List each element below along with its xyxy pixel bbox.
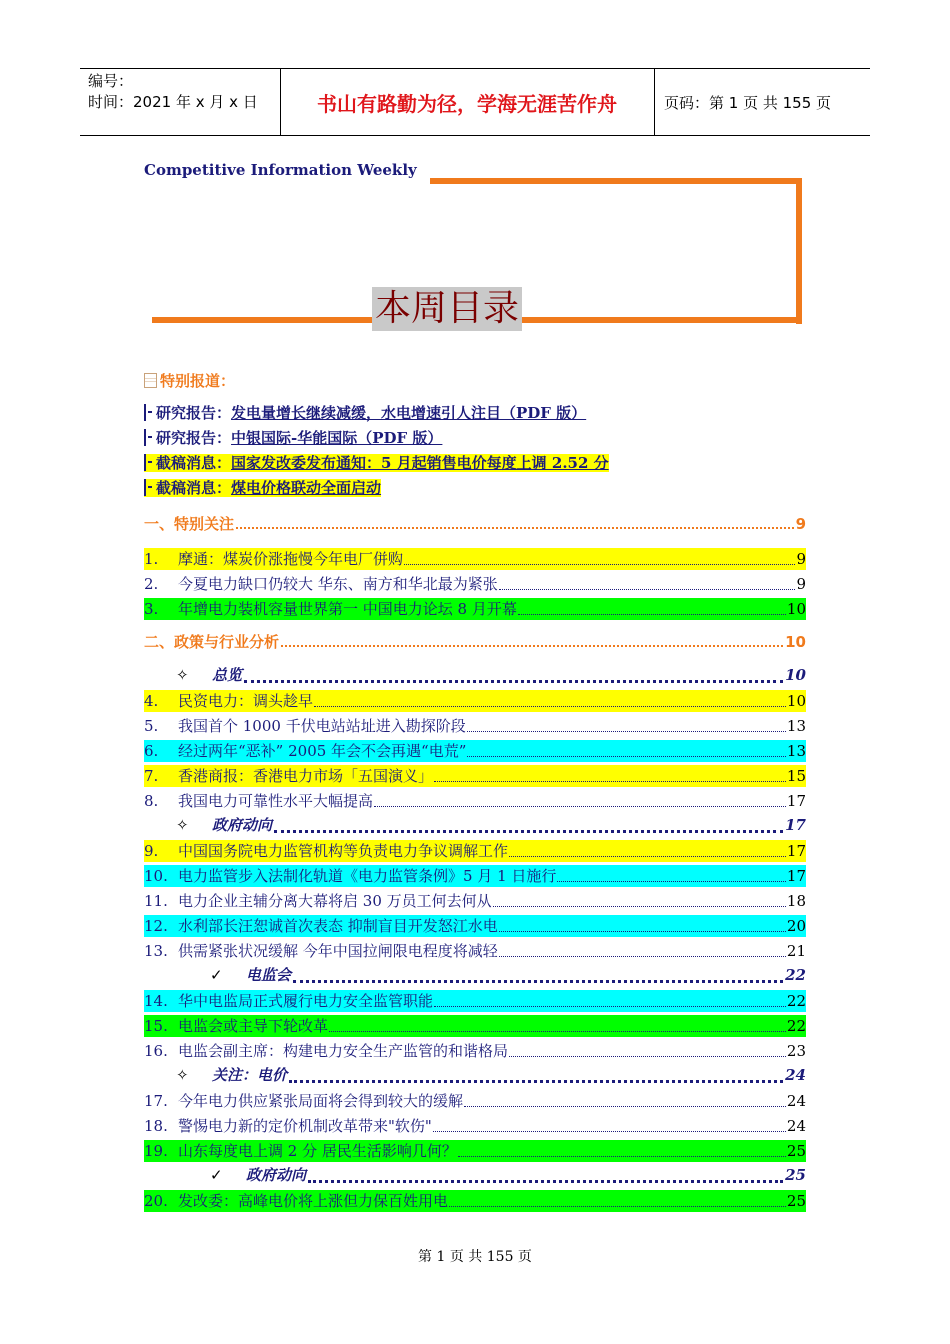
decorative-frame-top xyxy=(430,178,802,184)
subheading-page: 22 xyxy=(785,966,806,984)
entry-title: 发改委：高峰电价将上涨但力保百姓用电 xyxy=(178,1192,449,1210)
entry-title: 中国国务院电力监管机构等负责电力争议调解工作 xyxy=(178,842,509,860)
toc-entry[interactable] xyxy=(144,1189,806,1214)
subheading-page: 25 xyxy=(785,1166,806,1184)
entry-title: 警惕电力新的定价机制改革带来"软伤" xyxy=(178,1117,432,1135)
entry-page: 17 xyxy=(786,867,806,885)
toc-subheading[interactable] xyxy=(144,1164,806,1189)
entry-page: 18 xyxy=(786,892,806,910)
time-label: 时间：2021 年 x 月 x 日 xyxy=(88,93,258,111)
leader-dots xyxy=(274,814,783,833)
section-title: 一、特别关注 xyxy=(144,515,235,533)
leader-dots xyxy=(433,1115,786,1132)
toc-subheading[interactable] xyxy=(144,1064,806,1089)
entry-number: 6. xyxy=(144,742,159,760)
toc-entry[interactable] xyxy=(144,764,806,789)
header-page-info: 页码：第 1 页 共 155 页 xyxy=(664,93,832,112)
entry-title: 今年电力供应紧张局面将会得到较大的缓解 xyxy=(178,1092,464,1110)
weekly-title: Competitive Information Weekly xyxy=(144,161,417,179)
entry-number: 19. xyxy=(144,1142,168,1160)
entry-title: 我国电力可靠性水平大幅提高 xyxy=(178,792,374,810)
leader-dots xyxy=(244,664,783,683)
entry-number: 17. xyxy=(144,1092,168,1110)
toc-entry[interactable] xyxy=(144,1014,806,1039)
entry-page: 22 xyxy=(786,992,806,1010)
leader-dots xyxy=(308,1164,783,1183)
toc-entry[interactable] xyxy=(144,889,806,914)
document-icon xyxy=(144,373,157,388)
header-motto: 书山有路勤为径，学海无涯苦作舟 xyxy=(317,91,617,116)
toc-entry[interactable] xyxy=(144,1039,806,1064)
entry-title: 年增电力装机容量世界第一 中国电力论坛 8 月开幕 xyxy=(178,600,517,618)
report-prefix: 研究报告： xyxy=(156,429,232,447)
leader-dots xyxy=(467,715,786,732)
leader-dots xyxy=(499,940,786,957)
diamond-bullet-icon: ✧ xyxy=(176,1066,189,1084)
special-heading xyxy=(144,370,235,391)
leader-dots xyxy=(557,865,786,882)
leader-dots xyxy=(493,890,786,907)
entry-title: 水利部长汪恕诚首次表态 抑制盲目开发怒江水电 xyxy=(178,917,498,935)
leader-dots xyxy=(281,631,783,647)
section-title: 二、政策与行业分析 xyxy=(144,633,280,651)
toc-subheading[interactable] xyxy=(144,964,806,989)
leader-dots xyxy=(499,573,796,590)
subheading-page: 24 xyxy=(785,1066,806,1084)
checkmark-bullet-icon: ✓ xyxy=(210,966,223,984)
entry-title: 供需紧张状况缓解 今年中国拉闸限电程度将减轻 xyxy=(178,942,498,960)
subheading-title: 政府动向 xyxy=(246,1166,307,1184)
toc-subheading[interactable] xyxy=(144,814,806,839)
entry-page: 17 xyxy=(786,842,806,860)
toc-section-heading[interactable] xyxy=(144,513,806,535)
checkmark-bullet-icon: ✓ xyxy=(210,1166,223,1184)
entry-title: 电监会副主席：构建电力安全生产监管的和谐格局 xyxy=(178,1042,509,1060)
toc-entry[interactable] xyxy=(144,597,806,622)
entry-number: 2. xyxy=(144,575,159,593)
toc-entry[interactable] xyxy=(144,547,806,572)
entry-title: 民资电力：调头趁早 xyxy=(178,692,314,710)
entry-title: 电力监管步入法制化轨道《电力监管条例》5 月 1 日施行 xyxy=(178,867,557,885)
toc-entry[interactable] xyxy=(144,839,806,864)
report-prefix: 研究报告： xyxy=(156,404,232,422)
leader-dots xyxy=(289,1064,783,1083)
entry-title: 电力企业主辅分离大幕将启 30 万员工何去何从 xyxy=(178,892,492,910)
toc-section-heading[interactable] xyxy=(144,631,806,653)
toc-entry[interactable] xyxy=(144,572,806,597)
entry-title: 香港商报：香港电力市场「五国演义」 xyxy=(178,767,434,785)
report-link-text[interactable]: 国家发改委发布通知：5 月起销售电价每度上调 2.52 分 xyxy=(231,454,609,472)
toc-entry[interactable] xyxy=(144,789,806,814)
entry-page: 13 xyxy=(786,742,806,760)
special-reports-list xyxy=(144,403,824,503)
entry-page: 21 xyxy=(786,942,806,960)
toc-entry[interactable] xyxy=(144,914,806,939)
leader-dots xyxy=(404,548,795,565)
leader-dots xyxy=(467,740,786,757)
subheading-page: 10 xyxy=(785,666,806,684)
entry-title: 今夏电力缺口仍较大 华东、南方和华北最为紧张 xyxy=(178,575,498,593)
toc-entry[interactable] xyxy=(144,864,806,889)
report-link[interactable] xyxy=(144,453,824,478)
entry-title: 山东每度电上调 2 分 居民生活影响几何？ xyxy=(178,1142,457,1160)
header-divider xyxy=(654,69,655,135)
number-label: 编号： xyxy=(88,72,134,90)
entry-title: 电监会或主导下轮改革 xyxy=(178,1017,329,1035)
leader-dots xyxy=(293,964,783,983)
leader-dots xyxy=(518,598,786,615)
entry-page: 24 xyxy=(786,1117,806,1135)
report-marker-icon xyxy=(144,429,153,446)
subheading-title: 电监会 xyxy=(246,966,292,984)
entry-number: 13. xyxy=(144,942,168,960)
diamond-bullet-icon: ✧ xyxy=(176,816,189,834)
toc-entry[interactable] xyxy=(144,1114,806,1139)
entry-page: 15 xyxy=(786,767,806,785)
page-footer: 第 1 页 共 155 页 xyxy=(418,1249,532,1265)
entry-number: 4. xyxy=(144,692,159,710)
entry-page: 24 xyxy=(786,1092,806,1110)
leader-dots xyxy=(314,690,786,707)
report-link-text[interactable]: 中银国际-华能国际（PDF 版） xyxy=(231,429,443,447)
entry-number: 11. xyxy=(144,892,168,910)
entry-page: 13 xyxy=(786,717,806,735)
entry-page: 10 xyxy=(786,692,806,710)
entry-number: 14. xyxy=(144,992,168,1010)
leader-dots xyxy=(464,1090,786,1107)
special-heading-label: 特别报道： xyxy=(160,372,236,390)
entry-page: 25 xyxy=(786,1192,806,1210)
leader-dots xyxy=(236,513,794,529)
report-marker-icon xyxy=(144,479,153,496)
toc-group-1 xyxy=(144,547,806,622)
leader-dots xyxy=(509,1040,786,1057)
leader-dots xyxy=(449,1190,786,1207)
toc-entry[interactable] xyxy=(144,1139,806,1164)
toc-entry[interactable] xyxy=(144,689,806,714)
entry-number: 16. xyxy=(144,1042,168,1060)
leader-dots xyxy=(499,915,786,932)
report-link[interactable] xyxy=(144,478,824,503)
report-link-text[interactable]: 发电量增长继续减缓，水电增速引人注目（PDF 版） xyxy=(231,404,587,422)
toc-entry[interactable] xyxy=(144,714,806,739)
leader-dots xyxy=(329,1015,786,1032)
toc-entry[interactable] xyxy=(144,989,806,1014)
report-link[interactable] xyxy=(144,403,824,428)
entry-page: 17 xyxy=(786,792,806,810)
subheading-title: 总览 xyxy=(212,666,243,684)
report-prefix: 截稿消息： xyxy=(156,479,232,497)
entry-number: 10. xyxy=(144,867,168,885)
toc-entry[interactable] xyxy=(144,939,806,964)
entry-number: 12. xyxy=(144,917,168,935)
report-marker-icon xyxy=(144,454,153,471)
toc-entry[interactable] xyxy=(144,1089,806,1114)
entry-number: 1. xyxy=(144,550,159,568)
entry-page: 10 xyxy=(786,600,806,618)
decorative-frame-right xyxy=(796,178,802,324)
entry-number: 9. xyxy=(144,842,159,860)
entry-number: 20. xyxy=(144,1192,168,1210)
entry-number: 15. xyxy=(144,1017,168,1035)
report-link-text[interactable]: 煤电价格联动全面启动 xyxy=(231,479,382,497)
report-marker-icon xyxy=(144,404,153,421)
subheading-title: 政府动向 xyxy=(212,816,273,834)
diamond-bullet-icon: ✧ xyxy=(176,666,189,684)
entry-number: 5. xyxy=(144,717,159,735)
report-link[interactable] xyxy=(144,428,824,453)
header-meta xyxy=(88,71,278,113)
entry-number: 8. xyxy=(144,792,159,810)
toc-subheading[interactable] xyxy=(144,664,806,689)
leader-dots xyxy=(374,790,786,807)
entry-number: 3. xyxy=(144,600,159,618)
entry-page: 9 xyxy=(796,575,806,593)
report-prefix: 截稿消息： xyxy=(156,454,232,472)
toc-title: 本周目录 xyxy=(372,287,522,331)
leader-dots xyxy=(434,990,786,1007)
entry-title: 经过两年“恶补” 2005 年会不会再遇“电荒” xyxy=(178,742,467,760)
document-header xyxy=(80,68,870,136)
section-page: 9 xyxy=(795,515,806,533)
entry-page: 9 xyxy=(796,550,806,568)
leader-dots xyxy=(458,1140,786,1157)
entry-page: 25 xyxy=(786,1142,806,1160)
entry-title: 华中电监局正式履行电力安全监管职能 xyxy=(178,992,434,1010)
entry-title: 摩通：煤炭价涨拖慢今年电厂併购 xyxy=(178,550,404,568)
entry-title: 我国首个 1000 千伏电站站址进入勘探阶段 xyxy=(178,717,466,735)
section-page: 10 xyxy=(785,633,806,651)
entry-number: 7. xyxy=(144,767,159,785)
subheading-title: 关注：电价 xyxy=(212,1066,288,1084)
entry-page: 20 xyxy=(786,917,806,935)
subheading-page: 17 xyxy=(785,816,806,834)
toc-group-2 xyxy=(144,664,806,1214)
leader-dots xyxy=(434,765,786,782)
entry-number: 18. xyxy=(144,1117,168,1135)
entry-page: 22 xyxy=(786,1017,806,1035)
entry-page: 23 xyxy=(786,1042,806,1060)
leader-dots xyxy=(509,840,786,857)
toc-entry[interactable] xyxy=(144,739,806,764)
